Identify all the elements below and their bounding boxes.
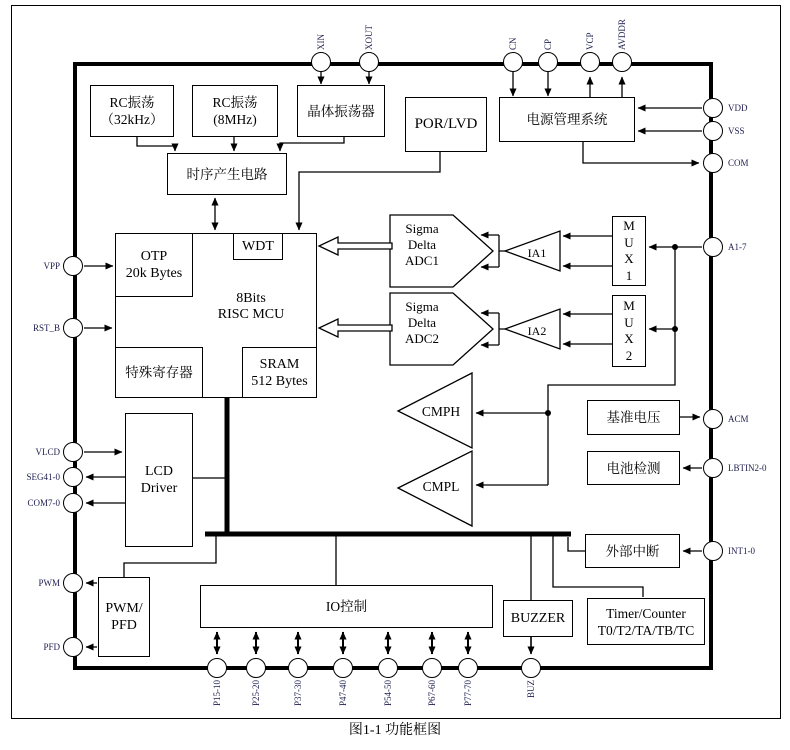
block-ext-interrupt [585,534,680,568]
block-label: POR/LVD [414,116,478,132]
block-label: IA2 [527,324,547,338]
block-battery-detect [587,451,680,485]
block-mux2 [612,295,646,367]
block-sigma-delta-adc2 [390,299,454,347]
block-label: ADC1 [405,253,439,268]
block-label: RISC MCU [217,307,285,322]
pin-label-avddr: AVDDR [617,19,627,50]
pin-a1-7 [703,237,723,257]
block-label: 2 [625,347,633,363]
pin-com7-0 [63,493,83,513]
block-label: （32kHz） [100,112,164,127]
pin-vpp [63,256,83,276]
pin-cn [503,52,523,72]
block-lcd-driver [125,413,193,547]
pin-label-rst-b: RST_B [32,323,60,333]
pin-label-p25-20: P25-20 [251,680,261,707]
block-label: BUZZER [510,611,566,626]
block-label: 晶体振荡器 [307,103,375,119]
pin-lbtin [703,458,723,478]
pin-seg [63,467,83,487]
block-label: 8Bits [236,291,266,306]
mcu-core-label [190,291,312,323]
block-timing-gen [167,153,287,195]
pin-p25-20 [246,658,266,678]
pin-label-cp: CP [543,38,553,50]
figure-caption: 图1-1 功能框图 [348,723,442,738]
pin-label-xout: XOUT [364,25,374,50]
block-label: U [624,234,634,250]
pin-vcp [580,52,600,72]
block-label: SRAM [259,356,300,372]
pin-vdd [703,98,723,118]
block-mux1 [612,216,646,286]
block-por-lvd [405,97,487,152]
block-label: 电池检测 [606,460,661,476]
pin-vss [703,121,723,141]
block-label: 1 [625,267,633,283]
block-cmpl [412,479,470,495]
block-rc-osc-8m [192,85,278,137]
block-label: CMPL [422,479,460,494]
pin-p37-30 [288,658,308,678]
pin-vlcd [63,442,83,462]
pin-label-p67-60: P67-60 [427,680,437,707]
pin-label-pwm: PWM [38,578,60,588]
block-power-mgmt [499,97,635,142]
block-pwm-pfd [98,577,150,657]
pin-xin [311,52,331,72]
block-ia1 [515,245,559,261]
pin-xout [359,52,379,72]
block-label: CMPH [421,404,461,419]
block-wdt [233,233,283,260]
block-timer-counter [587,598,705,645]
pin-label-buz: BUZ [526,680,536,698]
block-label: WDT [242,239,274,254]
block-label: 512 Bytes [251,373,308,389]
block-label: Delta [407,315,437,330]
block-label: Sigma [405,299,439,314]
pin-label-a1-7: A1-7 [728,242,747,252]
block-label: OTP [140,249,168,264]
pin-rst-b [63,318,83,338]
block-io-control [200,585,493,628]
block-label: IA1 [527,246,547,260]
block-label: 特殊寄存器 [125,365,193,380]
block-label: Delta [407,237,437,252]
pin-com [703,153,723,173]
pin-label-vdd: VDD [728,103,748,113]
block-label: 基准电压 [606,410,661,425]
block-label: LCD [145,464,173,479]
block-label: RC振荡 [109,95,155,110]
pin-label-com: COM [728,158,749,168]
pin-label-seg: SEG41-0 [26,472,60,482]
pin-avddr [612,52,632,72]
pin-cp [538,52,558,72]
pin-label-int1-0: INT1-0 [728,546,755,556]
block-label: PFD [111,618,137,633]
pin-p54-50 [378,658,398,678]
pin-label-vlcd: VLCD [35,447,60,457]
block-rc-osc-32k [90,85,174,137]
pin-label-vpp: VPP [43,261,60,271]
pin-p47-40 [333,658,353,678]
pin-label-cn: CN [508,37,518,50]
block-label: Sigma [405,221,439,236]
block-label: 20k Bytes [125,266,183,281]
pin-acm [703,409,723,429]
pin-label-vss: VSS [728,126,745,136]
block-label: Timer/Counter [606,605,686,621]
pin-pfd [63,637,83,657]
block-otp [115,233,193,297]
pin-label-pfd: PFD [43,642,60,652]
pin-p67-60 [422,658,442,678]
block-label: 外部中断 [605,543,660,559]
block-sram [242,347,317,398]
pin-pwm [63,573,83,593]
block-vref [587,400,680,435]
pin-label-p77-70: P77-70 [463,680,473,707]
block-label: RC振荡 [212,95,258,110]
block-crystal-osc [297,85,385,137]
pin-label-lbtin: LBTIN2-0 [728,463,767,473]
pin-p77-70 [458,658,478,678]
block-label: M [623,298,635,313]
pin-buz [521,658,541,678]
block-label: M [623,218,635,233]
pin-int1-0 [703,541,723,561]
block-ia2 [515,323,559,339]
pin-label-com7-0: COM7-0 [27,498,60,508]
block-label: X [624,251,634,266]
pin-label-p54-50: P54-50 [383,680,393,707]
block-sigma-delta-adc1 [390,221,454,269]
pin-p15-10 [207,658,227,678]
pin-label-xin: XIN [316,34,326,50]
pin-label-p15-10: P15-10 [212,680,222,707]
block-buzzer [503,600,573,637]
block-label: 电源管理系统 [526,112,608,127]
block-label: PWM/ [105,601,143,616]
pin-label-p37-30: P37-30 [293,680,303,707]
block-label: Driver [140,481,178,496]
block-label: (8MHz) [213,112,257,127]
block-label: 时序产生电路 [186,166,268,182]
pin-label-p47-40: P47-40 [338,680,348,707]
pin-label-acm: ACM [728,414,749,424]
block-cmph [412,404,470,420]
block-label: T0/T2/TA/TB/TC [597,622,695,638]
block-label: U [624,314,634,330]
pin-label-vcp: VCP [585,32,595,50]
block-label: ADC2 [405,331,439,346]
block-label: IO控制 [325,599,368,614]
block-special-registers [115,347,203,398]
block-label: X [624,331,634,346]
